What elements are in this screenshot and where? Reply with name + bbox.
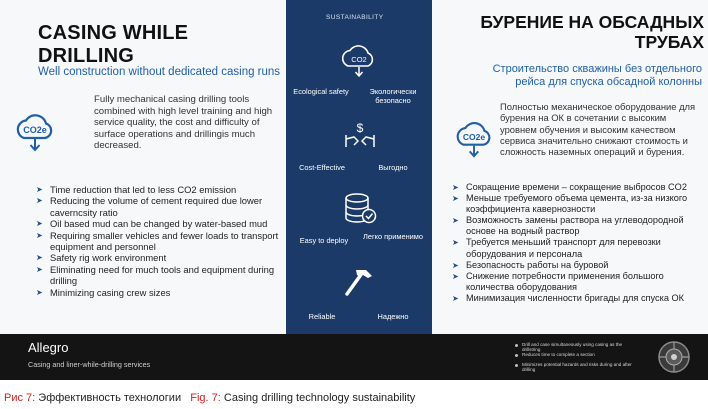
allegro-banner bbox=[0, 334, 708, 380]
list-item: ➤ Minimizing casing crew sizes bbox=[36, 287, 284, 298]
svg-text:$: $ bbox=[356, 121, 364, 135]
banner-feature: Minimizes potential hazards and risks during and after drilling bbox=[522, 362, 640, 373]
reliable-label: Reliable bbox=[308, 312, 336, 321]
cost-effective-label-ru: Выгодно bbox=[378, 163, 408, 172]
caption-ru-text: Эффективность технологии bbox=[38, 392, 182, 404]
list-item: ➤ Снижение потребности применения большого количества оборудования bbox=[452, 271, 706, 293]
list-item: ➤ Минимизация численности бригады для спуска ОК bbox=[452, 293, 706, 304]
list-item: ➤ Меньше требуемого объема цемента, из-за низкого коэффициента кавернозности bbox=[452, 193, 706, 215]
russian-subtitle: Строительство скважины без отдельного рейса для спуска обсадной колонны bbox=[492, 63, 702, 88]
cost-effective-label: Cost-Effective bbox=[299, 163, 345, 172]
list-item: ➤ Safety rig work environment bbox=[36, 252, 284, 263]
list-item: ➤ Reducing the volume of cement required due lower caverncsity ratio bbox=[36, 195, 284, 218]
hammer-icon bbox=[342, 266, 376, 298]
co2-cloud-icon bbox=[339, 40, 379, 78]
banner-feature: Drill and case simultaneously using casing as the drillstring bbox=[522, 342, 640, 353]
english-title: CASING WHILE DRILLING bbox=[38, 22, 189, 67]
list-item: ➤ Requiring smaller vehicles and fewer loads to transport equipment and personnel bbox=[36, 230, 284, 253]
list-item: ➤ Сокращение времени – сокращение выбросов CO2 bbox=[452, 182, 706, 193]
sustainability-panel bbox=[286, 0, 432, 334]
caption-ru-fig: Рис 7: bbox=[4, 392, 36, 404]
figure-caption bbox=[4, 392, 415, 404]
database-check-icon bbox=[342, 192, 378, 226]
co2-label: CO2e bbox=[462, 131, 486, 142]
list-item: ➤ Time reduction that led to less CO2 emission bbox=[36, 184, 284, 195]
russian-title: БУРЕНИЕ НА ОБСАДНЫХ ТРУБАХ bbox=[480, 12, 704, 52]
list-item: ➤ Требуется меньший транспорт для перевозки оборудования и персонала bbox=[452, 237, 706, 259]
money-hand-icon bbox=[342, 119, 378, 151]
russian-description: Полностью механическое оборудование для бурения на ОК в сочетании с высоким уровнем обучения и высоким качеством сервиса значительно снижают стоимость и сложность наземных операций и бурения. bbox=[500, 101, 696, 158]
list-item: ➤ Eliminating need for much tools and equipment during drilling bbox=[36, 264, 284, 287]
banner-feature: Reduces time to complete a section bbox=[522, 352, 640, 357]
list-item: ➤ Безопасность работы на буровой bbox=[452, 260, 706, 271]
english-subtitle: Well construction without dedicated casing runs bbox=[38, 66, 281, 78]
sustainability-heading: SUSTAINABILITY bbox=[326, 14, 384, 21]
english-panel bbox=[0, 0, 286, 334]
caption-en-fig: Fig. 7: bbox=[190, 392, 221, 404]
co2-cloud-icon bbox=[454, 116, 494, 162]
co2-label: CO2e bbox=[23, 125, 47, 135]
drill-bit-icon bbox=[652, 339, 696, 375]
english-description: Fully mechanical casing drilling tools combined with high level training and high service quality, the cost and difficulty of surface operations and drillingis much decreased. bbox=[94, 94, 273, 152]
russian-bullet-list bbox=[452, 182, 706, 304]
russian-panel bbox=[432, 0, 708, 334]
allegro-brand: Allegro bbox=[28, 340, 69, 355]
easy-to-deploy-label: Easy to deploy bbox=[299, 236, 349, 245]
co2-label: CO2 bbox=[351, 55, 367, 64]
co2-cloud-icon bbox=[14, 108, 56, 156]
easy-to-deploy-label-ru: Легко применимо bbox=[363, 232, 423, 241]
list-item: ➤ Oil based mud can be changed by water-based mud bbox=[36, 218, 284, 229]
ecological-safety-label: Ecological safety bbox=[293, 87, 349, 96]
ecological-safety-label-ru: Экологически безопасно bbox=[369, 87, 417, 105]
allegro-tagline: Casing and liner-while-drilling services bbox=[28, 360, 151, 369]
reliable-label-ru: Надежно bbox=[377, 312, 409, 321]
list-item: ➤ Возможность замены раствора на углеводородной основе на водный раствор bbox=[452, 215, 706, 237]
english-bullet-list bbox=[36, 184, 284, 298]
caption-en-text: Casing drilling technology sustainability bbox=[223, 392, 416, 404]
